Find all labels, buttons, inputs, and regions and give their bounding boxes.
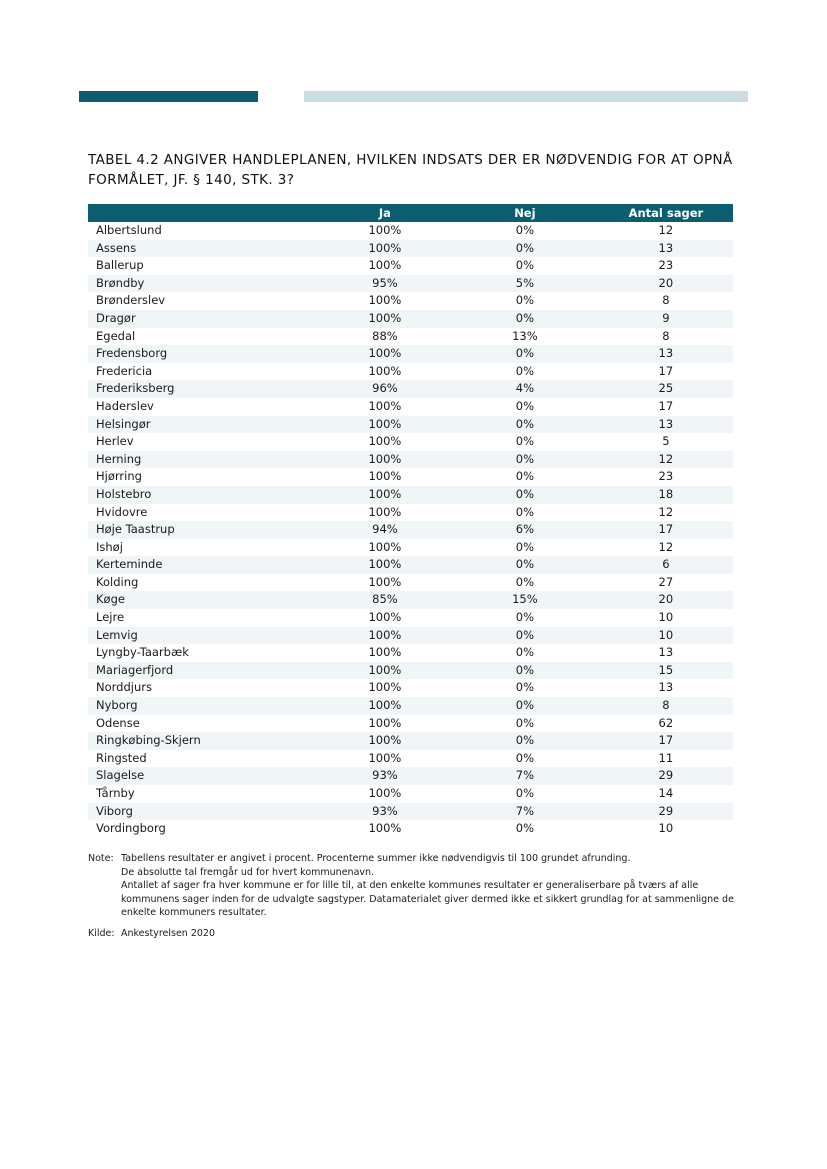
cell-municipality: Lejre xyxy=(96,610,125,625)
cell-nej: 0% xyxy=(451,345,599,363)
cell-nej: 0% xyxy=(451,416,599,434)
cell-ja: 100% xyxy=(319,627,451,645)
cell-municipality: Haderslev xyxy=(96,398,154,413)
cell-nej: 0% xyxy=(451,310,599,328)
cell-municipality: Ringsted xyxy=(96,750,147,765)
cell-antal-sager: 62 xyxy=(658,715,674,730)
cell-antal-sager: 17 xyxy=(658,363,674,378)
cell-nej: 0% xyxy=(515,610,534,625)
table-row xyxy=(88,715,733,733)
cell-antal-sager: 10 xyxy=(599,627,733,645)
cell-antal-sager: 12 xyxy=(658,504,674,519)
table-row xyxy=(88,785,733,803)
cell-ja: 94% xyxy=(319,521,451,539)
table-row xyxy=(88,486,733,504)
cell-nej: 0% xyxy=(515,363,534,378)
cell-antal-sager: 12 xyxy=(658,223,674,237)
cell-antal-sager: 25 xyxy=(599,380,733,398)
cell-ja: 96% xyxy=(319,380,451,398)
note-block xyxy=(88,852,738,920)
cell-municipality: Herlev xyxy=(96,434,134,449)
cell-nej: 0% xyxy=(451,556,599,574)
table-row xyxy=(88,627,733,645)
cell-antal-sager: 8 xyxy=(599,697,733,715)
cell-ja: 100% xyxy=(368,258,402,273)
cell-antal-sager: 29 xyxy=(599,767,733,785)
table-row xyxy=(88,504,733,522)
table-row xyxy=(88,292,733,310)
cell-nej: 0% xyxy=(515,574,534,589)
cell-antal-sager: 12 xyxy=(658,539,674,554)
cell-ja: 100% xyxy=(319,345,451,363)
table-row xyxy=(88,767,733,785)
cell-ja: 100% xyxy=(319,486,451,504)
table-row xyxy=(88,697,733,715)
note-line: De absolutte tal fremgår ud for hvert kommunenavn. xyxy=(121,866,375,878)
cell-municipality: Ringkøbing-Skjern xyxy=(88,732,319,750)
cell-municipality: Brøndby xyxy=(88,275,319,293)
cell-nej: 0% xyxy=(515,293,534,308)
cell-antal-sager: 17 xyxy=(599,521,733,539)
cell-municipality: Albertslund xyxy=(96,223,162,237)
cell-antal-sager: 13 xyxy=(599,240,733,258)
results-table xyxy=(88,204,733,838)
table-row xyxy=(88,574,733,592)
cell-antal-sager: 18 xyxy=(599,486,733,504)
table-row xyxy=(88,556,733,574)
cell-nej: 0% xyxy=(515,398,534,413)
cell-municipality: Ishøj xyxy=(96,539,123,554)
cell-municipality: Slagelse xyxy=(88,767,319,785)
cell-ja: 100% xyxy=(368,680,402,695)
header-nej: Nej xyxy=(451,204,599,222)
cell-antal-sager: 13 xyxy=(658,680,674,695)
cell-ja: 100% xyxy=(319,556,451,574)
cell-ja: 95% xyxy=(319,275,451,293)
table-row xyxy=(88,433,733,451)
header-accent-bar-light xyxy=(304,91,748,102)
table-row xyxy=(88,345,733,363)
header-accent-bar-dark xyxy=(79,91,258,102)
cell-nej: 0% xyxy=(451,662,599,680)
cell-municipality: Fredensborg xyxy=(88,345,319,363)
cell-municipality: Frederiksberg xyxy=(88,380,319,398)
cell-municipality: Egedal xyxy=(96,328,136,343)
table-row xyxy=(88,732,733,750)
cell-antal-sager: 9 xyxy=(599,310,733,328)
cell-antal-sager: 12 xyxy=(599,451,733,469)
table-row xyxy=(88,609,733,627)
cell-antal-sager: 27 xyxy=(658,574,674,589)
cell-nej: 0% xyxy=(451,240,599,258)
cell-ja: 100% xyxy=(368,293,402,308)
cell-nej: 0% xyxy=(515,786,534,800)
table-row xyxy=(88,240,733,258)
cell-municipality: Assens xyxy=(88,240,319,258)
table-header-row xyxy=(88,204,733,222)
cell-nej: 0% xyxy=(515,469,534,484)
cell-ja: 100% xyxy=(368,610,402,625)
cell-municipality: Fredericia xyxy=(96,363,153,378)
cell-municipality: Brønderslev xyxy=(96,293,166,308)
cell-municipality: Holstebro xyxy=(88,486,319,504)
cell-ja: 100% xyxy=(368,469,402,484)
cell-nej: 0% xyxy=(515,258,534,273)
source-label: Kilde: xyxy=(88,927,115,939)
cell-municipality: Vordingborg xyxy=(96,821,166,836)
cell-antal-sager: 13 xyxy=(599,416,733,434)
cell-ja: 100% xyxy=(368,821,402,836)
cell-antal-sager: 6 xyxy=(599,556,733,574)
table-row xyxy=(88,521,733,539)
cell-nej: 0% xyxy=(451,697,599,715)
cell-antal-sager: 29 xyxy=(599,803,733,821)
cell-nej: 0% xyxy=(515,539,534,554)
cell-antal-sager: 20 xyxy=(599,591,733,609)
cell-municipality: Hvidovre xyxy=(96,504,148,519)
cell-ja: 100% xyxy=(368,363,402,378)
cell-antal-sager: 14 xyxy=(658,786,674,800)
cell-antal-sager: 15 xyxy=(599,662,733,680)
table-row xyxy=(88,820,733,838)
header-municipality xyxy=(88,204,319,222)
cell-antal-sager: 8 xyxy=(662,328,670,343)
table-row xyxy=(88,662,733,680)
cell-municipality: Viborg xyxy=(88,803,319,821)
cell-ja: 100% xyxy=(368,645,402,660)
cell-municipality: Køge xyxy=(88,591,319,609)
cell-nej: 0% xyxy=(515,645,534,660)
cell-antal-sager: 20 xyxy=(599,275,733,293)
cell-nej: 0% xyxy=(451,627,599,645)
cell-ja: 100% xyxy=(368,223,402,237)
cell-nej: 5% xyxy=(451,275,599,293)
note-line: Tabellens resultater er angivet i procent. Procenterne summer ikke nødvendigvis til 100 grundet afrunding. xyxy=(121,853,631,864)
table-row xyxy=(88,416,733,434)
cell-municipality: Norddjurs xyxy=(96,680,152,695)
cell-nej: 0% xyxy=(451,451,599,469)
cell-nej: 15% xyxy=(451,591,599,609)
cell-nej: 0% xyxy=(515,504,534,519)
table-row xyxy=(88,257,733,275)
note-body xyxy=(121,852,738,920)
note-line: Antallet af sager fra hver kommune er for lille til, at den enkelte kommunes resultater er generaliserbare på tværs af alle kommunens sager inden for de udvalgte sagstyper. Datamaterialet giver dermed ikke et sikkert grundlag for at sammenligne de enkelte kommuners resultater. xyxy=(121,880,734,919)
cell-municipality: Herning xyxy=(88,451,319,469)
cell-municipality: Nyborg xyxy=(88,697,319,715)
cell-antal-sager: 10 xyxy=(658,821,674,836)
header-antal-sager: Antal sager xyxy=(599,204,733,222)
cell-ja: 100% xyxy=(368,786,402,800)
cell-ja: 100% xyxy=(368,539,402,554)
table-row xyxy=(88,398,733,416)
cell-municipality: Tårnby xyxy=(96,786,135,800)
cell-ja: 100% xyxy=(319,451,451,469)
table-row xyxy=(88,222,733,240)
cell-ja: 93% xyxy=(319,803,451,821)
table-row xyxy=(88,363,733,381)
table-row xyxy=(88,750,733,768)
cell-ja: 93% xyxy=(319,767,451,785)
cell-antal-sager: 23 xyxy=(658,469,674,484)
cell-antal-sager: 13 xyxy=(658,645,674,660)
cell-nej: 4% xyxy=(451,380,599,398)
cell-nej: 0% xyxy=(515,821,534,836)
cell-municipality: Dragør xyxy=(88,310,319,328)
table-row xyxy=(88,451,733,469)
cell-nej: 0% xyxy=(515,434,534,449)
table-row xyxy=(88,644,733,662)
table-title: TABEL 4.2 ANGIVER HANDLEPLANEN, HVILKEN INDSATS DER ER NØDVENDIG FOR AT OPNÅ FORMÅLET, JF. § 140, STK. 3? xyxy=(88,152,733,188)
cell-nej: 13% xyxy=(512,328,538,343)
cell-ja: 100% xyxy=(368,715,402,730)
cell-ja: 100% xyxy=(368,398,402,413)
cell-municipality: Odense xyxy=(96,715,140,730)
cell-nej: 0% xyxy=(451,732,599,750)
cell-nej: 7% xyxy=(451,767,599,785)
cell-ja: 100% xyxy=(319,240,451,258)
header-ja: Ja xyxy=(319,204,451,222)
cell-antal-sager: 17 xyxy=(658,398,674,413)
cell-nej: 7% xyxy=(451,803,599,821)
cell-antal-sager: 17 xyxy=(599,732,733,750)
table-row xyxy=(88,591,733,609)
table-row xyxy=(88,275,733,293)
cell-municipality: Kerteminde xyxy=(88,556,319,574)
cell-municipality: Høje Taastrup xyxy=(88,521,319,539)
cell-ja: 100% xyxy=(319,310,451,328)
cell-antal-sager: 11 xyxy=(658,750,674,765)
cell-ja: 100% xyxy=(368,434,402,449)
cell-ja: 100% xyxy=(368,750,402,765)
source-block xyxy=(88,927,738,941)
table-row xyxy=(88,328,733,346)
cell-ja: 100% xyxy=(368,574,402,589)
cell-antal-sager: 8 xyxy=(662,293,670,308)
cell-nej: 0% xyxy=(515,715,534,730)
table-row xyxy=(88,468,733,486)
cell-antal-sager: 13 xyxy=(599,345,733,363)
cell-ja: 100% xyxy=(319,662,451,680)
cell-nej: 0% xyxy=(515,680,534,695)
cell-nej: 0% xyxy=(451,486,599,504)
cell-nej: 0% xyxy=(515,750,534,765)
cell-ja: 88% xyxy=(372,328,398,343)
notes-section xyxy=(88,852,738,941)
cell-municipality: Helsingør xyxy=(88,416,319,434)
cell-antal-sager: 5 xyxy=(662,434,670,449)
table-row xyxy=(88,310,733,328)
cell-municipality: Kolding xyxy=(96,574,139,589)
note-label: Note: xyxy=(88,853,114,864)
cell-ja: 100% xyxy=(319,732,451,750)
cell-ja: 100% xyxy=(368,504,402,519)
cell-antal-sager: 10 xyxy=(658,610,674,625)
table-row xyxy=(88,539,733,557)
cell-municipality: Ballerup xyxy=(96,258,144,273)
cell-municipality: Mariagerfjord xyxy=(88,662,319,680)
cell-nej: 0% xyxy=(515,223,534,237)
cell-nej: 6% xyxy=(451,521,599,539)
cell-municipality: Lemvig xyxy=(88,627,319,645)
cell-municipality: Lyngby-Taarbæk xyxy=(96,645,189,660)
cell-ja: 100% xyxy=(319,697,451,715)
cell-ja: 85% xyxy=(319,591,451,609)
source-text: Ankestyrelsen 2020 xyxy=(121,927,216,939)
table-row xyxy=(88,380,733,398)
cell-municipality: Hjørring xyxy=(96,469,142,484)
cell-ja: 100% xyxy=(319,416,451,434)
cell-antal-sager: 23 xyxy=(658,258,674,273)
table-row xyxy=(88,679,733,697)
table-row xyxy=(88,803,733,821)
